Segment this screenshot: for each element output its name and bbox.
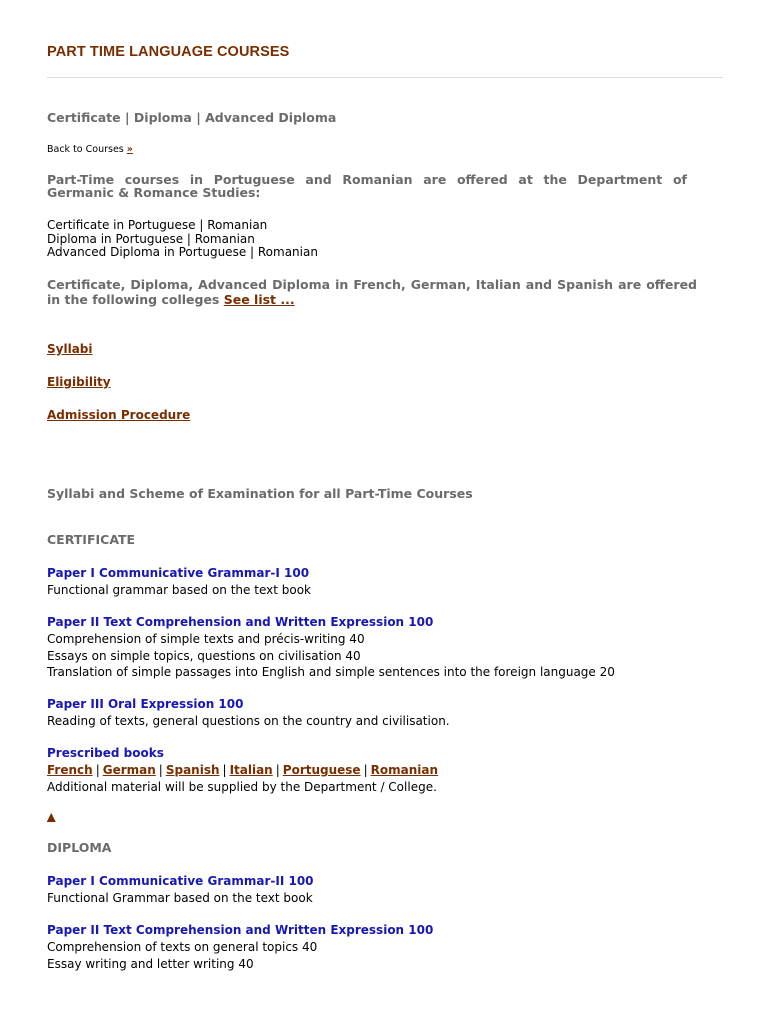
book-link-spanish[interactable]: Spanish [165,763,220,777]
prescribed-books-links [47,763,438,777]
colleges-paragraph [47,277,697,307]
back-arrow-icon[interactable]: » [126,144,133,155]
title-divider [47,77,723,78]
book-link-german[interactable]: German [102,763,156,777]
eligibility-link-row [47,375,111,389]
certificate-paper-1-title: Paper I Communicative Grammar-I 100 [47,566,310,580]
eligibility-link[interactable]: Eligibility [47,375,111,389]
course-levels: Certificate | Diploma | Advanced Diploma [47,110,337,125]
book-link-french[interactable]: French [47,763,93,777]
certificate-paper-2-title: Paper II Text Comprehension and Written Expression 100 [47,615,434,629]
back-to-courses-label[interactable]: Back to Courses [47,144,124,155]
separator: | [275,763,280,777]
back-to-top-icon[interactable]: ▲ [47,810,56,823]
separator: | [363,763,368,777]
diploma-paper-2-title: Paper II Text Comprehension and Written Expression 100 [47,923,434,937]
separator: | [222,763,227,777]
book-link-italian[interactable]: Italian [229,763,273,777]
colleges-text: Certificate, Diploma, Advanced Diploma in French, German, Italian and Spanish are offered in the following colleges [47,277,697,307]
offered-course-line: Advanced Diploma in Portuguese | Romanian [47,245,318,259]
certificate-paper-3-desc [47,713,450,730]
back-to-courses[interactable] [47,144,133,155]
paper-line: Essay writing and letter writing 40 [47,956,254,971]
paper-line: Comprehension of texts on general topics 40 [47,940,318,954]
paper-line: Comprehension of simple texts and précis-writing 40 [47,632,365,646]
offered-course-line: Certificate in Portuguese | Romanian [47,218,268,232]
paper-line: Translation of simple passages into English and simple sentences into the foreign language 20 [47,665,615,679]
syllabi-link[interactable]: Syllabi [47,342,93,356]
diploma-heading: DIPLOMA [47,840,112,855]
paper-line: Reading of texts, general questions on the country and civilisation. [47,714,450,728]
diploma-paper-1-title: Paper I Communicative Grammar-II 100 [47,874,314,888]
certificate-paper-1-desc [47,582,311,599]
separator: | [95,763,100,777]
certificate-paper-2-desc [47,631,615,681]
paper-line: Essays on simple topics, questions on civilisation 40 [47,648,361,663]
admission-link-row [47,408,190,422]
diploma-paper-1-desc [47,890,313,907]
offered-course-line: Diploma in Portuguese | Romanian [47,231,255,246]
certificate-heading: CERTIFICATE [47,532,136,547]
page-title: PART TIME LANGUAGE COURSES [47,44,290,60]
paper-line: Functional Grammar based on the text book [47,891,313,905]
certificate-paper-3-title: Paper III Oral Expression 100 [47,697,244,711]
offered-courses-list [47,219,318,260]
books-note: Additional material will be supplied by the Department / College. [47,780,437,794]
paper-line: Functional grammar based on the text book [47,583,311,597]
intro-paragraph: Part-Time courses in Portuguese and Romanian are offered at the Department of Germanic & Romance Studies: [47,172,687,200]
separator: | [158,763,163,777]
prescribed-books-title: Prescribed books [47,746,164,760]
book-link-romanian[interactable]: Romanian [370,763,439,777]
book-link-portuguese[interactable]: Portuguese [282,763,361,777]
syllabi-link-row [47,342,93,356]
see-list-link[interactable]: See list ... [223,292,295,307]
admission-procedure-link[interactable]: Admission Procedure [47,408,191,422]
syllabi-heading: Syllabi and Scheme of Examination for all Part-Time Courses [47,486,473,501]
diploma-paper-2-desc [47,939,317,972]
